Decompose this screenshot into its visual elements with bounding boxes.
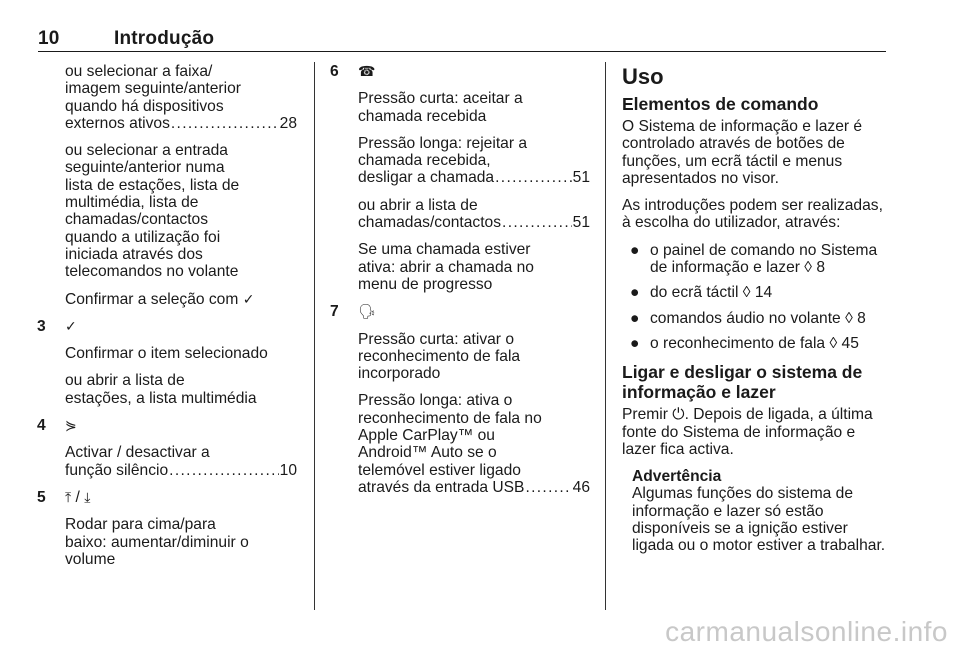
watermark: carmanualsonline.info: [665, 615, 948, 647]
item-number: 7: [330, 303, 339, 321]
item-4: [37, 417, 297, 435]
warning-note: Advertência Algumas funções do sistema de informação e lazer só estão disponíveis se a ignição estiver ligada ou o motor estiver a trabalhar.: [622, 468, 890, 554]
volume-down-icon: ⤓: [84, 488, 91, 505]
voice-recognition-icon: 🗣: [358, 303, 376, 320]
page-ref-icon: ◊: [742, 284, 751, 302]
list-item: ● o painel de comando no Sistema de informação e lazer ◊ 8: [630, 241, 878, 277]
page-reference: desligar a chamada . . . 51: [358, 169, 590, 186]
mute-icon: ⋟: [65, 417, 77, 434]
item-3: [37, 317, 297, 335]
paragraph: Rodar para cima/para baixo: aumentar/diminuir o volume: [65, 516, 249, 568]
input-methods-list: [622, 242, 890, 352]
item-number: 5: [37, 488, 46, 506]
section-title: Introdução: [114, 28, 215, 49]
column-1: [37, 63, 297, 568]
paragraph: Se uma chamada estiver ativa: abrir a chamada no menu de progresso: [358, 241, 534, 293]
item-5: 5 ⤒ / ⤓: [37, 488, 91, 506]
list-item: ● comandos áudio no volante ◊ 8: [630, 309, 866, 327]
paragraph: Pressão longa: rejeitar a chamada recebida, desligar a chamada . . . 51: [358, 135, 590, 187]
page-ref-icon: ◊: [804, 259, 813, 277]
page-number: 10: [38, 28, 60, 49]
paragraph: ou abrir a lista de chamadas/contactos . . . 51: [358, 197, 590, 232]
item-6: [330, 63, 590, 80]
paragraph: Premir ⏻. Depois de ligada, a última fonte do Sistema de informação e lazer fica activa.: [622, 406, 873, 458]
paragraph: ou abrir a lista de estações, a lista multimédia: [65, 372, 257, 407]
paragraph: Pressão curta: ativar o reconhecimento de fala incorporado: [358, 330, 521, 383]
heading-elementos: Elementos de comando: [622, 94, 819, 114]
column-2: [330, 63, 590, 496]
column-3: [622, 64, 890, 555]
paragraph: Confirmar a seleção com ✓: [65, 290, 255, 308]
paragraph: ou selecionar a entrada seguinte/anterior numa lista de estações, lista de multimédia, lista de chamadas/contactos quando a utilização foi iniciada através dos telecomandos no volante: [65, 142, 240, 281]
page-reference: externos ativos . . . 28: [65, 115, 297, 132]
list-item: ● o reconhecimento de fala ◊ 45: [630, 334, 859, 352]
phone-icon: ☎: [358, 63, 376, 79]
heading-uso: Uso: [622, 64, 664, 89]
paragraph: Pressão curta: aceitar a chamada recebida: [358, 90, 523, 125]
page-reference: chamadas/contactos . . . 51: [358, 214, 590, 231]
page-reference: função silêncio . . . 10: [65, 462, 297, 479]
page-ref-icon: ◊: [845, 309, 853, 327]
paragraph: Pressão longa: ativa o reconhecimento de fala no Apple CarPlay™ ou Android™ Auto se o telemóvel estiver ligado através da entrada USB . . . 46: [358, 392, 590, 496]
paragraph: Activar / desactivar a função silêncio . . . 10: [65, 444, 297, 479]
paragraph: As introduções podem ser realizadas, à escolha do utilizador, através:: [622, 197, 883, 232]
checkmark-icon: ✓: [242, 290, 255, 307]
paragraph: O Sistema de informação e lazer é controlado através de botões de funções, um ecrã táctil e menus apresentados no visor.: [622, 118, 863, 187]
note-title: Advertência: [632, 468, 722, 486]
power-icon: ⏻: [672, 406, 685, 424]
item-7: [330, 303, 590, 321]
paragraph: Confirmar o item selecionado: [65, 345, 268, 363]
list-item: ● do ecrã táctil ◊ 14: [630, 284, 773, 302]
checkmark-icon: ✓: [65, 317, 77, 334]
column-divider: [314, 62, 315, 610]
paragraph: ou selecionar a faixa/ imagem seguinte/anterior quando há dispositivos externos ativos . . . 28: [65, 63, 297, 132]
item-number: 4: [37, 417, 46, 435]
item-number: 6: [330, 63, 339, 80]
column-divider: [605, 62, 606, 610]
volume-up-icon: ⤒: [65, 488, 72, 505]
page-ref-icon: ◊: [829, 334, 838, 352]
item-number: 3: [37, 317, 46, 335]
heading-ligar: Ligar e desligar o sistema de informação e lazer: [622, 362, 863, 403]
page-reference: através da entrada USB . . . 46: [358, 479, 590, 496]
header-rule: [38, 51, 886, 52]
